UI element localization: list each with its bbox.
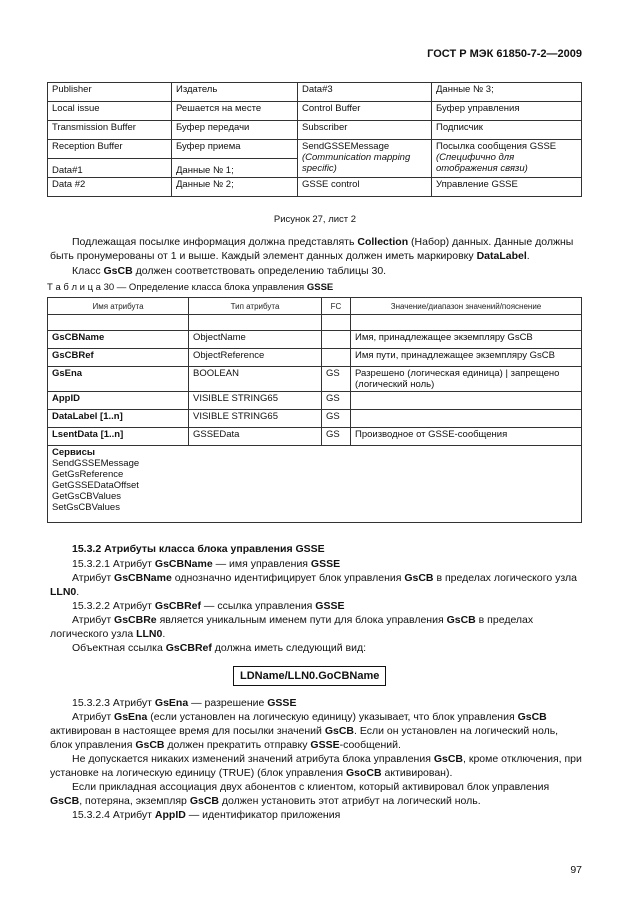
table-cell: Данные № 1; <box>172 159 298 178</box>
figure-caption: Рисунок 27, лист 2 <box>273 214 357 225</box>
paragraph: Подлежащая посылке информация должна представлять Collection (Набор) данных. Данные должны быть пронумерованы от 1 и выше. Каждый элемент данных должен иметь маркировку DataLabel. <box>50 236 574 263</box>
figure-table <box>47 82 582 197</box>
table-cell <box>351 392 582 410</box>
table-cell <box>322 331 351 349</box>
table-spacer <box>48 315 582 331</box>
table-cell: GS <box>322 428 351 446</box>
paragraph: Если прикладная ассоциация двух абонентов с клиентом, который активировал блок управления GsCB, потеряна, экземпляр GsCB должен установить этот атрибут на логический ноль. <box>50 781 550 808</box>
table-cell: VISIBLE STRING65 <box>189 392 322 410</box>
class-definition-table <box>47 297 582 523</box>
table-row <box>48 140 582 159</box>
service-item: GetGsReference <box>52 469 124 480</box>
table-cell: BOOLEAN <box>189 367 322 392</box>
section-heading: 15.3.2 Атрибуты класса блока управления GSSE <box>72 543 325 555</box>
table-cell: Control Buffer <box>298 102 432 121</box>
column-header: FC <box>322 298 351 315</box>
table-cell: DataLabel [1..n] <box>48 410 189 428</box>
table-row <box>48 121 582 140</box>
column-header: Имя атрибута <box>48 298 189 315</box>
services-row <box>48 446 582 523</box>
table-cell: GSSEData <box>189 428 322 446</box>
table-cell: GsCBRef <box>48 349 189 367</box>
table-cell: GSSE control <box>298 178 432 197</box>
cell-line: Посылка сообщения GSSE <box>436 141 557 152</box>
table-cell: Reception Buffer <box>48 140 172 159</box>
table-cell: GsCBName <box>48 331 189 349</box>
cell-line: (Communication mapping specific) <box>302 152 411 174</box>
table-cell: Data #2 <box>48 178 172 197</box>
subsection-title: 15.3.2.3 Атрибут GsEna — разрешение GSSE <box>72 697 297 709</box>
service-item: SetGsCBValues <box>52 502 120 513</box>
table-cell: Буфер приема <box>172 140 298 159</box>
subsection-title: 15.3.2.1 Атрибут GsCBName — имя управления GSSE <box>72 558 341 570</box>
table-cell <box>432 140 582 178</box>
table-header-row <box>48 298 582 315</box>
subsection-title: 15.3.2.2 Атрибут GsCBRef — ссылка управления GSSE <box>72 600 345 612</box>
table-row <box>48 331 582 349</box>
table-cell: VISIBLE STRING65 <box>189 410 322 428</box>
table-cell: Имя, принадлежащее экземпляру GsCB <box>351 331 582 349</box>
table-cell <box>351 410 582 428</box>
table-cell: Local issue <box>48 102 172 121</box>
table-cell: Издатель <box>172 83 298 102</box>
page-number: 97 <box>570 864 582 876</box>
table-row <box>48 83 582 102</box>
table-cell: GS <box>322 367 351 392</box>
table-cell: Subscriber <box>298 121 432 140</box>
table-row <box>48 410 582 428</box>
service-item: GetGSSEDataOffset <box>52 480 139 491</box>
cell-line: SendGSSEMessage <box>302 141 390 152</box>
table-cell: GS <box>322 392 351 410</box>
table-cell: Разрешено (логическая единица) | запрещено (логический ноль) <box>351 367 582 392</box>
table-cell: ObjectReference <box>189 349 322 367</box>
table-row <box>48 349 582 367</box>
table-row <box>48 392 582 410</box>
column-header: Тип атрибута <box>189 298 322 315</box>
services-cell <box>48 446 582 523</box>
table-cell: Данные № 3; <box>432 83 582 102</box>
table-cell: AppID <box>48 392 189 410</box>
table-cell: GS <box>322 410 351 428</box>
table-cell: Data#3 <box>298 83 432 102</box>
paragraph: Не допускается никаких изменений значений атрибута блока управления GsCB, кроме отключения, при установке на логическую единицу (TRUE) (блок управления GsoCB активирован). <box>50 753 582 780</box>
table-row <box>48 178 582 197</box>
table-cell: GsEna <box>48 367 189 392</box>
paragraph: Объектная ссылка GsCBRef должна иметь следующий вид: <box>72 642 367 654</box>
table-row <box>48 367 582 392</box>
table-cell: Подписчик <box>432 121 582 140</box>
table-cell: Transmission Buffer <box>48 121 172 140</box>
paragraph: Атрибут GsCBRe является уникальным именем пути для блока управления GsCB в пределах логического узла LLN0. <box>50 614 534 641</box>
table-cell: Решается на месте <box>172 102 298 121</box>
table-cell: Буфер управления <box>432 102 582 121</box>
table-cell: Данные № 2; <box>172 178 298 197</box>
table-cell: Производное от GSSE-сообщения <box>351 428 582 446</box>
table-row <box>48 102 582 121</box>
table-label: Т а б л и ц а 30 — Определение класса блока управления GSSE <box>47 282 334 293</box>
table-row <box>48 428 582 446</box>
page-header: ГОСТ Р МЭК 61850-7-2—2009 <box>427 48 582 60</box>
table-cell: Имя пути, принадлежащее экземпляру GsCB <box>351 349 582 367</box>
table-cell: ObjectName <box>189 331 322 349</box>
table-cell <box>322 349 351 367</box>
services-title: Сервисы <box>52 447 96 458</box>
table-cell: LsentData [1..n] <box>48 428 189 446</box>
service-item: SendGSSEMessage <box>52 458 140 469</box>
column-header: Значение/диапазон значений/пояснение <box>351 298 582 315</box>
cell-line: (Специфично для отображения связи) <box>436 152 528 174</box>
table-cell <box>298 140 432 178</box>
paragraph: Класс GsCB должен соответствовать определению таблицы 30. <box>72 265 387 277</box>
table-cell: Буфер передачи <box>172 121 298 140</box>
service-item: GetGsCBValues <box>52 491 121 502</box>
paragraph: Атрибут GsEna (если установлен на логическую единицу) указывает, что блок управления GsCB активирован в настоящее время для посылки значений GsCB. Если он установлен на логический ноль, блок управления GsCB должен прекратить отправку GSSE-сообщений. <box>50 711 559 752</box>
table-cell: Data#1 <box>48 159 172 178</box>
paragraph: Атрибут GsCBName однозначно идентифицирует блок управления GsCB в пределах логического узла LLN0. <box>50 572 577 599</box>
table-cell: Управление GSSE <box>432 178 582 197</box>
subsection-title: 15.3.2.4 Атрибут AppID — идентификатор приложения <box>72 809 341 821</box>
object-reference-format: LDName/LLN0.GoCBName <box>233 666 386 686</box>
table-cell: Publisher <box>48 83 172 102</box>
